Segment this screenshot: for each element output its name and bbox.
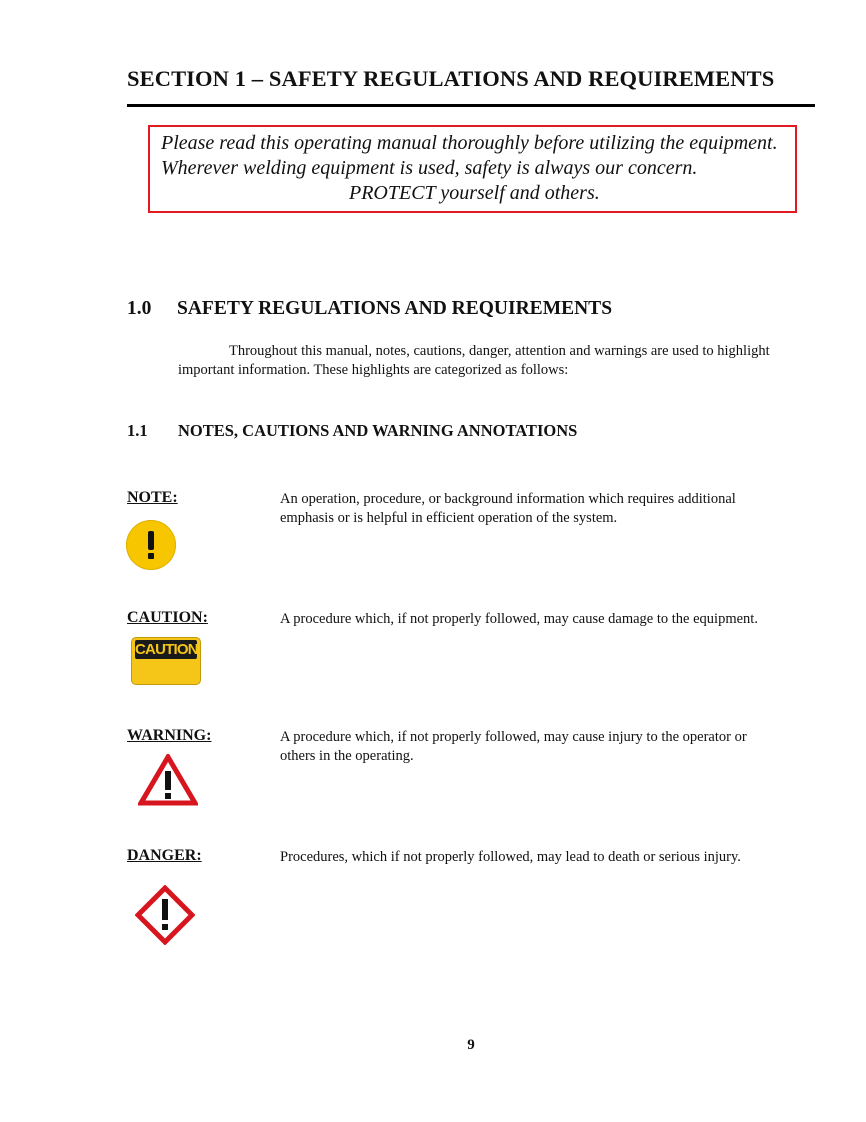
notice-line-2: Wherever welding equipment is used, safety is always our concern. — [161, 157, 698, 179]
danger-description: Procedures, which if not properly followed, may lead to death or serious injury. — [280, 849, 741, 865]
heading-1-1-number: 1.1 — [127, 421, 148, 440]
intro-line-2: important information. These highlights are categorized as follows: — [178, 362, 569, 378]
danger-label: DANGER: — [127, 847, 202, 864]
warning-label: WARNING: — [127, 727, 212, 744]
caution-sign-text: CAUTION — [135, 641, 198, 658]
notice-line-3: PROTECT yourself and others. — [349, 182, 600, 204]
note-description-line-1: An operation, procedure, or background information which requires additional — [280, 491, 736, 507]
notice-line-1: Please read this operating manual thoroughly before utilizing the equipment. — [161, 132, 778, 154]
heading-1-0-number: 1.0 — [127, 298, 152, 319]
section-title: SECTION 1 – SAFETY REGULATIONS AND REQUIREMENTS — [127, 66, 775, 91]
warning-triangle-icon — [138, 754, 198, 806]
caution-label: CAUTION: — [127, 609, 208, 626]
warning-description-line-1: A procedure which, if not properly followed, may cause injury to the operator or — [280, 729, 747, 745]
caution-sign-icon — [131, 637, 201, 685]
warning-description-line-2: others in the operating. — [280, 748, 414, 764]
note-description-line-2: emphasis or is helpful in efficient operation of the system. — [280, 510, 618, 526]
intro-line-1: Throughout this manual, notes, cautions, danger, attention and warnings are used to highlight — [229, 343, 770, 359]
danger-diamond-icon — [135, 885, 195, 945]
heading-1-0-title: SAFETY REGULATIONS AND REQUIREMENTS — [177, 298, 613, 319]
exclamation-circle-icon — [126, 520, 176, 570]
section-divider — [127, 104, 815, 107]
caution-description: A procedure which, if not properly followed, may cause damage to the equipment. — [280, 611, 758, 627]
heading-1-1-title: NOTES, CAUTIONS AND WARNING ANNOTATIONS — [178, 421, 578, 440]
note-label: NOTE: — [127, 489, 178, 506]
page-number: 9 — [467, 1037, 475, 1053]
